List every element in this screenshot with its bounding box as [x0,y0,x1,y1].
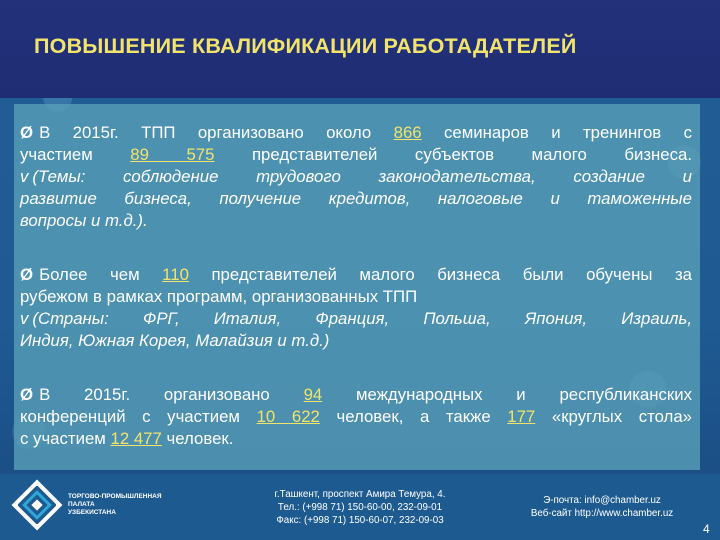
paragraph-line: развитие бизнеса, получение кредитов, налоговые и таможенные [20,189,692,208]
trained-abroad-count: 110 [162,265,189,284]
paragraph-seminars [20,122,692,232]
participants-count: 89 575 [130,145,215,164]
arrow-bullet-icon: Ø [20,123,34,142]
slide-title: ПОВЫШЕНИЕ КВАЛИФИКАЦИИ РАБОТАДАТЕЛЕЙ [34,34,577,58]
paragraph-line: конференций с участием 10 622 человек, а также 177 «круглых стола» [20,407,693,426]
paragraph-line: Индия, Южная Корея, Малайзия и т.д.) [20,331,330,350]
chamber-logo-text: ТОРГОВО-ПРОМЫШЛЕННАЯ ПАЛАТА УЗБЕКИСТАНА [68,493,162,516]
arrow-bullet-icon: Ø [20,385,34,404]
paragraph-line: Ø В 2015г. организовано 94 международных и республиканских [20,385,692,404]
conferences-count: 94 [303,385,323,404]
round-table-participants-count: 12 477 [110,429,162,448]
email-link[interactable]: Э-почта: info@chamber.uz [543,495,661,506]
slide-header [0,0,720,98]
footer-address [250,488,470,527]
chamber-logo-icon [10,478,64,532]
seminars-count: 866 [393,123,422,142]
paragraph-line: рубежом в рамках программ, организованных ТПП [20,287,418,306]
phone-line: Тел.: (+998 71) 150-60-00, 232-09-01 [277,502,443,513]
paragraph-line: вопросы и т.д.). [20,211,148,230]
paragraph-line: участием 89 575 представителей субъектов малого бизнеса. [20,145,692,164]
paragraph-line: Ø В 2015г. ТПП организовано около 866 семинаров и тренингов с [20,123,692,142]
fax-line: Факс: (+998 71) 150-60-07, 232-09-03 [276,515,444,526]
paragraph-line: v (Темы: соблюдение трудового законодательства, создание и [20,167,692,186]
page-number: 4 [703,522,710,536]
paragraph-conferences [20,384,692,450]
content-panel [14,104,700,470]
paragraph-line: с участием 12 477 человек. [20,429,234,448]
paragraph-line: v (Страны: ФРГ, Италия, Франция, Польша, Япония, Израиль, [20,309,692,328]
paragraph-abroad [20,264,692,352]
address-line: г.Ташкент, проспект Амира Темура, 4. [274,489,446,500]
website-link[interactable]: Веб-сайт http://www.chamber.uz [530,508,674,519]
diamond-bullet-icon: v [20,167,29,186]
paragraph-line: Ø Более чем 110 представителей малого бизнеса были обучены за [20,265,692,284]
diamond-bullet-icon: v [20,309,29,328]
arrow-bullet-icon: Ø [20,265,34,284]
footer-contacts [512,494,692,520]
conference-participants-count: 10 622 [256,407,320,426]
round-tables-count: 177 [507,407,536,426]
